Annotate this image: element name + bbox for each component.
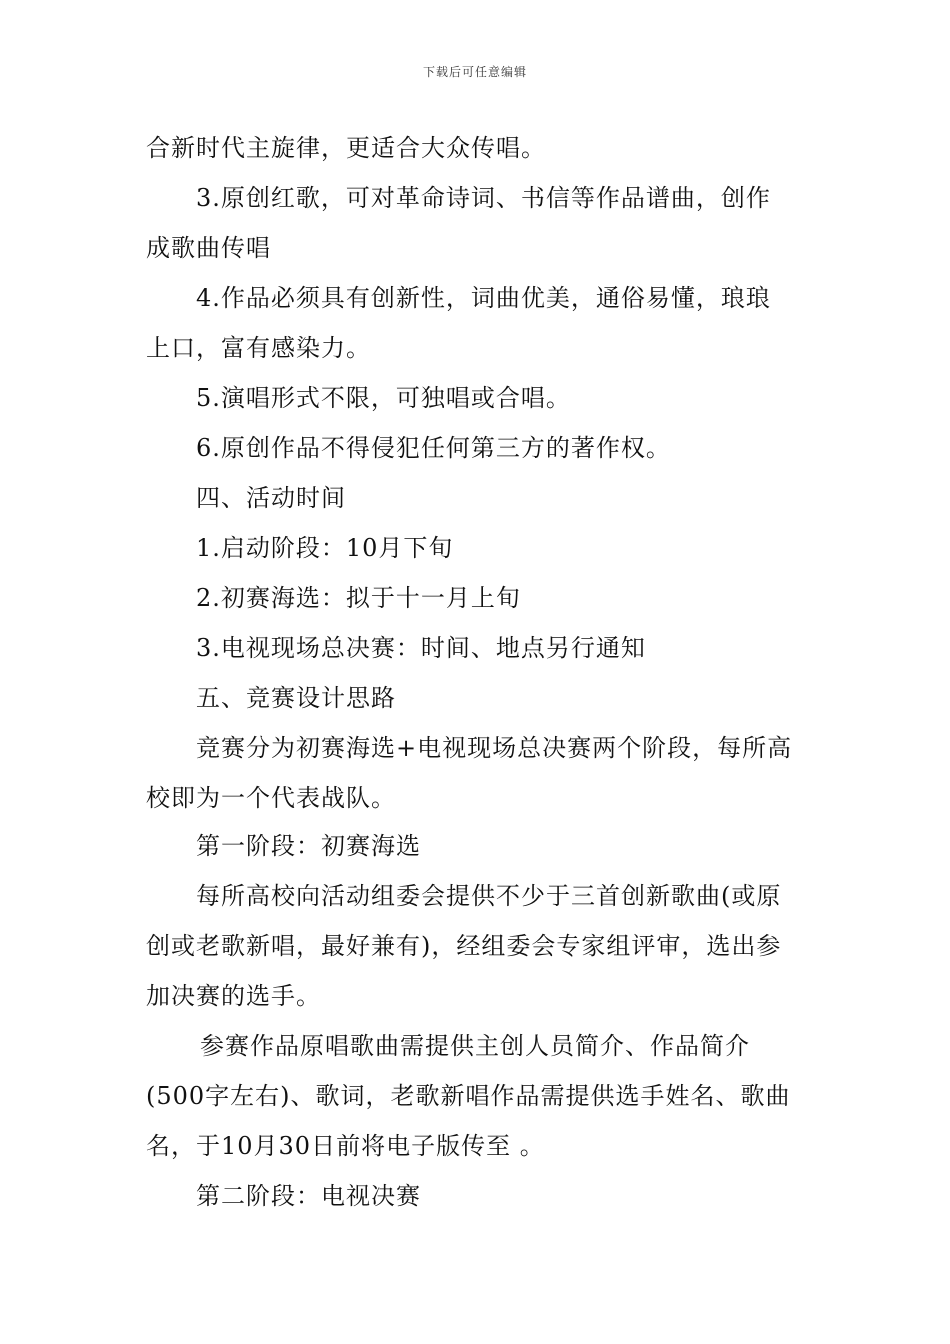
text-line: 1.启动阶段：10月下旬	[196, 534, 454, 562]
section-heading: 五、竞赛设计思路	[196, 684, 396, 712]
text-line: 5.演唱形式不限，可独唱或合唱。	[196, 384, 571, 412]
text-line: 4.作品必须具有创新性，词曲优美，通俗易懂，琅琅	[196, 284, 771, 312]
text-line: 名，于10月30日前将电子版传至 。	[146, 1132, 545, 1160]
text-line: 3.原创红歌，可对革命诗词、书信等作品谱曲，创作	[196, 184, 771, 212]
text-line: 3.电视现场总决赛：时间、地点另行通知	[196, 634, 646, 662]
subsection-heading: 第二阶段：电视决赛	[196, 1182, 421, 1210]
text-line: 成歌曲传唱	[146, 234, 271, 262]
subsection-heading: 第一阶段：初赛海选	[196, 832, 421, 860]
text-line: 创或老歌新唱，最好兼有)，经组委会专家组评审，选出参	[146, 932, 782, 960]
section-heading: 四、活动时间	[196, 484, 346, 512]
text-line: 6.原创作品不得侵犯任何第三方的著作权。	[196, 434, 671, 462]
text-line: 加决赛的选手。	[146, 982, 321, 1010]
text-line: 合新时代主旋律，更适合大众传唱。	[146, 134, 546, 162]
text-line: 校即为一个代表战队。	[146, 784, 396, 812]
text-line: 上口，富有感染力。	[146, 334, 371, 362]
text-line: 2.初赛海选：拟于十一月上旬	[196, 584, 521, 612]
text-line: (500字左右)、歌词，老歌新唱作品需提供选手姓名、歌曲	[146, 1082, 791, 1110]
text-line: 每所高校向活动组委会提供不少于三首创新歌曲(或原	[196, 882, 782, 910]
text-line: 竞赛分为初赛海选+电视现场总决赛两个阶段，每所高	[196, 734, 793, 762]
page-header: 下载后可任意编辑	[422, 65, 527, 79]
text-line: 参赛作品原唱歌曲需提供主创人员简介、作品简介	[200, 1032, 750, 1060]
